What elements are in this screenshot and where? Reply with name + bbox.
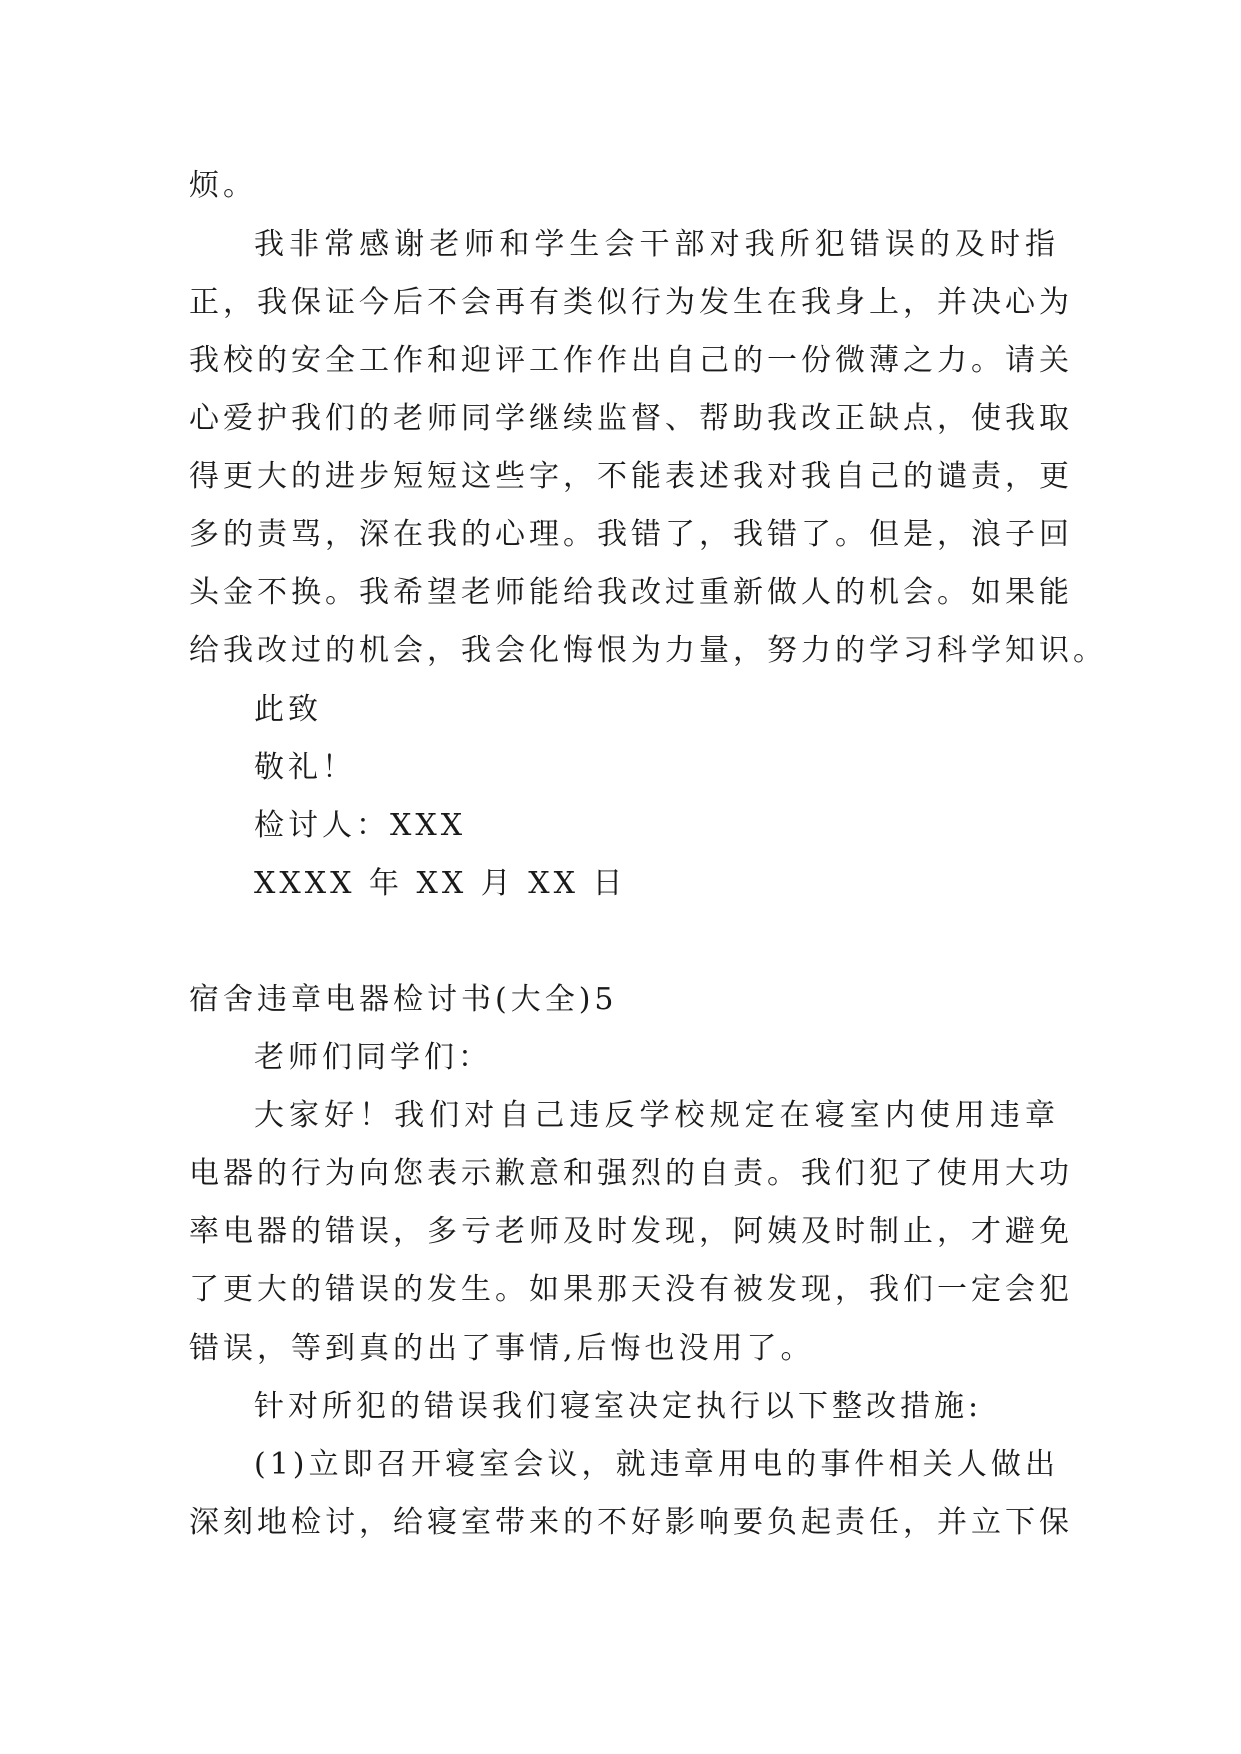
text-line: 烦。 <box>189 168 257 203</box>
text-line: (1)立即召开寝室会议，就违章用电的事件相关人做出 <box>254 1447 1059 1482</box>
text-line: 给我改过的机会，我会化悔恨为力量，努力的学习科学知识。 <box>189 633 1107 668</box>
text-line: 率电器的错误，多亏老师及时发现，阿姨及时制止，才避免 <box>189 1214 1073 1249</box>
text-line: 错误，等到真的出了事情,后悔也没用了。 <box>189 1331 815 1366</box>
text-line: 正，我保证今后不会再有类似行为发生在我身上，并决心为 <box>189 285 1073 320</box>
text-line: 电器的行为向您表示歉意和强烈的自责。我们犯了使用大功 <box>189 1156 1073 1191</box>
text-line: 我非常感谢老师和学生会干部对我所犯错误的及时指 <box>254 227 1059 262</box>
date-line: XXXX 年 XX 月 XX 日 <box>254 866 627 901</box>
text-line: 得更大的进步短短这些字，不能表述我对我自己的谴责，更 <box>189 459 1073 494</box>
text-line: 头金不换。我希望老师能给我改过重新做人的机会。如果能 <box>189 575 1073 610</box>
closing-regards: 敬礼！ <box>254 750 356 785</box>
text-line: 针对所犯的错误我们寝室决定执行以下整改措施: <box>254 1389 983 1424</box>
section-title: 宿舍违章电器检讨书(大全)5 <box>189 982 618 1017</box>
closing-salutation: 此致 <box>254 692 322 727</box>
text-line: 了更大的错误的发生。如果那天没有被发现，我们一定会犯 <box>189 1272 1073 1307</box>
signature-line: 检讨人：XXX <box>254 808 467 843</box>
greeting-line: 老师们同学们： <box>254 1040 492 1075</box>
text-line: 多的责骂，深在我的心理。我错了，我错了。但是，浪子回 <box>189 517 1073 552</box>
text-line: 大家好！我们对自己违反学校规定在寝室内使用违章 <box>254 1098 1059 1133</box>
text-line: 我校的安全工作和迎评工作作出自己的一份微薄之力。请关 <box>189 343 1073 378</box>
text-line: 深刻地检讨，给寝室带来的不好影响要负起责任，并立下保 <box>189 1505 1073 1540</box>
text-line: 心爱护我们的老师同学继续监督、帮助我改正缺点，使我取 <box>189 401 1073 436</box>
